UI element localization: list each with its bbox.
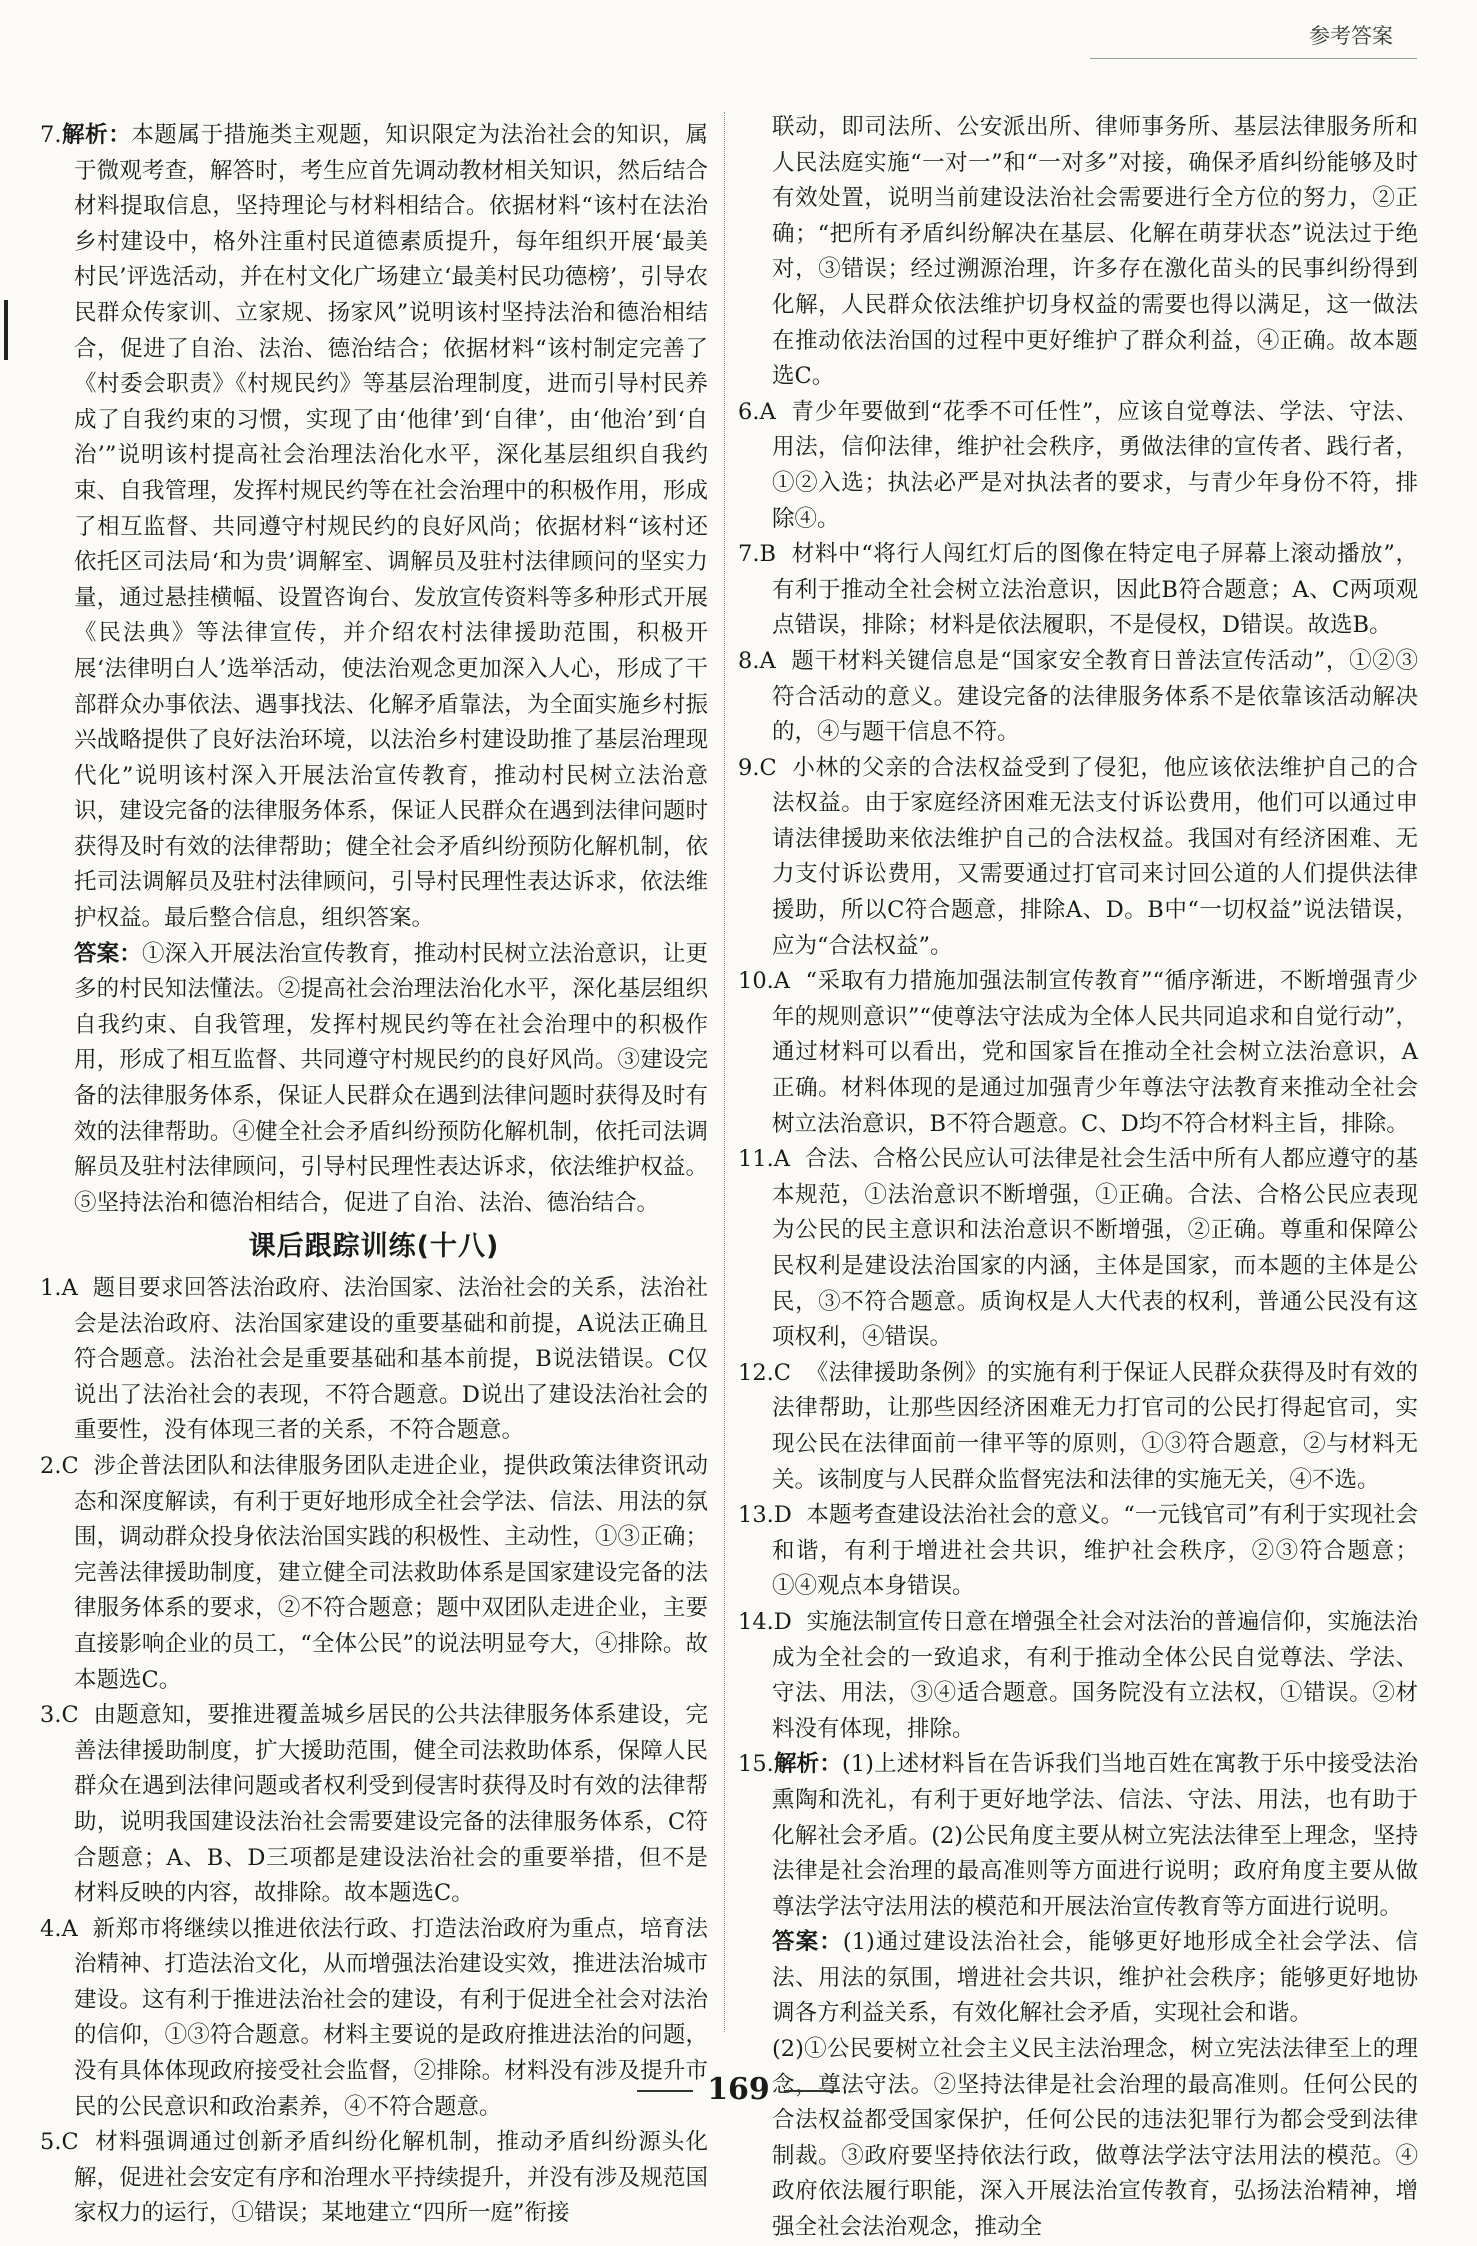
answer-item-7: 7.B 材料中“将行人闯红灯后的图像在特定电子屏幕上滚动播放”，有利于推动全社会树立法治意识，因此B符合题意；A、C两项观点错误，排除；材料是依法履职，不是侵权，D错误。故选B。 [738, 541, 1418, 639]
answer-item-14: 14.D 实施法制宣传日意在增强全社会对法治的普遍信仰，实施法治成为全社会的一致追求，有利于推动全体公民自觉尊法、学法、守法、用法，③④适合题意。国务院没有立法权，①错误。②材料没有体现，排除。 [738, 1608, 1418, 1742]
answer-item-4: 4.A 新郑市将继续以推进依法行政、打造法治政府为重点，培育法治精神、打造法治文化，从而增强法治建设实效，推进法治城市建设。这有利于推进法治社会的建设，有利于促进全社会对法治的信仰，①③符合题意。材料主要说的是政府推进法治的问题，没有具体体现政府接受社会监督，②排除。材料没有涉及提升市民的公民意识和政治素养，④不符合题意。 [40, 1915, 708, 2120]
column-divider [724, 112, 725, 2032]
answer-item-5-continued: 联动，即司法所、公安派出所、律师事务所、基层法律服务所和人民法庭实施“一对一”和“一对多”对接，确保矛盾纠纷能够及时有效处置，说明当前建设法治社会需要进行全方位的努力，②正确；“把所有矛盾纠纷解决在基层、化解在萌芽状态”说法过于绝对，③错误；经过溯源治理，许多存在激化苗头的民事纠纷得到化解，人民群众依法维护切身权益的需要也得以满足，这一做法在推动依法治国的过程中更好维护了群众利益，④正确。故本题选C。 [772, 114, 1418, 390]
answer-item-13: 13.D 本题考查建设法治社会的意义。“一元钱官司”有利于实现社会和谐，有利于增进社会共识，维护社会秩序，②③符合题意；①④观点本身错误。 [738, 1502, 1418, 1600]
answer-item-10: 10.A “采取有力措施加强法制宣传教育”“循序渐进，不断增强青少年的规则意识”“使尊法守法成为全体人民共同追求和自觉行动”，通过材料可以看出，党和国家旨在推动全社会树立法治意识，A正确。材料体现的是通过加强青少年尊法守法教育来推动全社会树立法治意识，B不符合题意。C、D均不符合材料主旨，排除。 [738, 968, 1418, 1137]
q7-analysis: 7.解析：本题属于措施类主观题，知识限定为法治社会的知识，属于微观考查，解答时，考生应首先调动教材相关知识，然后结合材料提取信息，坚持理论与材料相结合。依据材料“该村在法治乡村建设中，格外注重村民道德素质提升，每年组织开展‘最美村民’评选活动，并在村文化广场建立‘最美村民功德榜’，引导农民群众传家训、立家规、扬家风”说明该村坚持法治和德治相结合，促进了自治、法治、德治结合；依据材料“该村制定完善了《村委会职责》《村规民约》等基层治理制度，进而引导村民养成了自我约束的习惯，实现了由‘他律’到‘自律’，由‘他治’到‘自治’”说明该村提高社会治理法治化水平，深化基层组织自我约束、自我管理，发挥村规民约等在社会治理中的积极作用，形成了相互监督、共同遵守村规民约的良好风尚；依据材料“该村还依托区司法局‘和为贵’调解室、调解员及驻村法律顾问的坚实力量，通过悬挂横幅、设置咨询台、发放宣传资料等多种形式开展《民法典》等法律宣传，并介绍农村法律援助范围，积极开展‘法律明白人’选举活动，使法治观念更加深入人心，形成了干部群众办事依法、遇事找法、化解矛盾靠法，为全面实施乡村振兴战略提供了良好法治环境，以法治乡村建设助推了基层治理现代化”说明该村深入开展法治宣传教育，推动村民树立法治意识，建设完备的法律服务体系，保证人民群众在遇到法律问题时获得及时有效的法律帮助；健全社会矛盾纠纷预防化解机制，依托司法调解员及驻村法律顾问，引导村民理性表达诉求，依法维护权益。最后整合信息，组织答案。 [40, 122, 708, 932]
page-number-dash-left [637, 2090, 693, 2092]
answer-item-9: 9.C 小林的父亲的合法权益受到了侵犯，他应该依法维护自己的合法权益。由于家庭经济困难无法支付诉讼费用，他们可以通过申请法律援助来依法维护自己的合法权益。我国对有经济困难、无力支付诉讼费用，又需要通过打官司来讨回公道的人们提供法律援助，所以C符合题意，排除A、D。B中“一切权益”说法错误，应为“合法权益”。 [738, 754, 1418, 959]
header-label: 参考答案 [1309, 24, 1393, 48]
answer-item-11: 11.A 合法、合格公民应认可法律是社会生活中所有人都应遵守的基本规范，①法治意识不断增强，①正确。合法、合格公民应表现为公民的民主意识和法治意识不断增强，②正确。尊重和保障公民权利是建设法治国家的内涵，主体是国家，而本题的主体是公民，③不符合题意。质询权是人大代表的权利，普通公民没有这项权利，④错误。 [738, 1146, 1418, 1351]
header-rule [1090, 58, 1417, 59]
answer-item-3: 3.C 由题意知，要推进覆盖城乡居民的公共法律服务体系建设，完善法律援助制度，扩大援助范围，健全司法救助体系，保障人民群众在遇到法律问题或者权利受到侵害时获得及时有效的法律帮助，说明我国建设法治社会需要建设完备的法律服务体系，C符合题意；A、B、D三项都是建设法治社会的重要举措，但不是材料反映的内容，故排除。故本题选C。 [40, 1702, 708, 1907]
answer-item-12: 12.C 《法律援助条例》的实施有利于保证人民群众获得及时有效的法律帮助，让那些因经济困难无力打官司的公民打得起官司，实现公民在法律面前一律平等的原则，①③符合题意，②与材料无关。该制度与人民群众监督宪法和法律的实施无关，④不选。 [738, 1359, 1418, 1493]
q15-answer: 答案：(1)通过建设法治社会，能够更好地形成全社会学法、信法、用法的氛围，增进社会共识，维护社会秩序；能够更好地协调各方利益关系，有效化解社会矛盾，实现社会和谐。 [772, 1929, 1418, 2027]
q15-analysis: 15.解析：(1)上述材料旨在告诉我们当地百姓在寓教于乐中接受法治熏陶和洗礼，有利于更好地学法、信法、守法、用法，也有助于化解社会矛盾。(2)公民角度主要从树立宪法法律至上理念，坚持法律是社会治理的最高准则等方面进行说明；政府角度主要从做尊法学法守法用法的模范和开展法治宣传教育等方面进行说明。 [738, 1751, 1418, 1920]
page-number-dash-right [784, 2090, 840, 2092]
answer-item-1: 1.A 题目要求回答法治政府、法治国家、法治社会的关系，法治社会是法治政府、法治国家建设的重要基础和前提，A说法正确且符合题意。法治社会是重要基础和基本前提，B说法错误。C仅说出了法治社会的表现，不符合题意。D说出了建设法治社会的重要性，没有体现三者的关系，不符合题意。 [40, 1275, 708, 1444]
page-number: 169 [0, 2072, 1477, 2107]
left-column [40, 118, 708, 2227]
answer-item-5: 5.C 材料强调通过创新矛盾纠纷化解机制，推动矛盾纠纷源头化解，促进社会安定有序和治理水平持续提升，并没有涉及规范国家权力的运行，①错误；某地建立“四所一庭”衔接 [40, 2129, 708, 2227]
answer-item-2: 2.C 涉企普法团队和法律服务团队走进企业，提供政策法律资讯动态和深度解读，有利于更好地形成全社会学法、信法、用法的氛围，调动群众投身依法治国实践的积极性、主动性，①③正确；完善法律援助制度，建立健全司法救助体系是国家建设完备的法律服务体系的要求，②不符合题意；题中双团队走进企业，主要直接影响企业的员工，“全体公民”的说法明显夸大，④排除。故本题选C。 [40, 1452, 708, 1693]
q15-answer-part2: (2)①公民要树立社会主义民主法治理念，树立宪法法律至上的理念，尊法守法。②坚持法律是社会治理的最高准则。任何公民的合法权益都受国家保护，任何公民的违法犯罪行为都会受到法律制裁。③政府要坚持依法行政，做尊法学法守法用法的模范。④政府依法履行职能，深入开展法治宣传教育，弘扬法治精神，增强全社会法治观念，推动全 [772, 2036, 1418, 2241]
answer-item-8: 8.A 题干材料关键信息是“国家安全教育日普法宣传活动”，①②③符合活动的意义。建设完备的法律服务体系不是依靠该活动解决的，④与题干信息不符。 [738, 647, 1418, 746]
margin-mark [4, 300, 8, 360]
q7-answer: 答案：①深入开展法治宣传教育，推动村民树立法治意识，让更多的村民知法懂法。②提高社会治理法治化水平，深化基层组织自我约束、自我管理，发挥村规民约等在社会治理中的积极作用，形成了相互监督、共同遵守村规民约的良好风尚。③建设完备的法律服务体系，保证人民群众在遇到法律问题时获得及时有效的法律帮助。④健全社会矛盾纠纷预防化解机制，依托司法调解员及驻村法律顾问，引导村民理性表达诉求，依法维护权益。⑤坚持法治和德治相结合，促进了自治、法治、德治结合。 [74, 940, 708, 1216]
answer-item-6: 6.A 青少年要做到“花季不可任性”，应该自觉尊法、学法、守法、用法，信仰法律，维护社会秩序，勇做法律的宣传者、践行者，①②入选；执法必严是对执法者的要求，与青少年身份不符，排除④。 [738, 398, 1418, 532]
section-title: 课后跟踪训练(十八) [248, 1231, 500, 1263]
